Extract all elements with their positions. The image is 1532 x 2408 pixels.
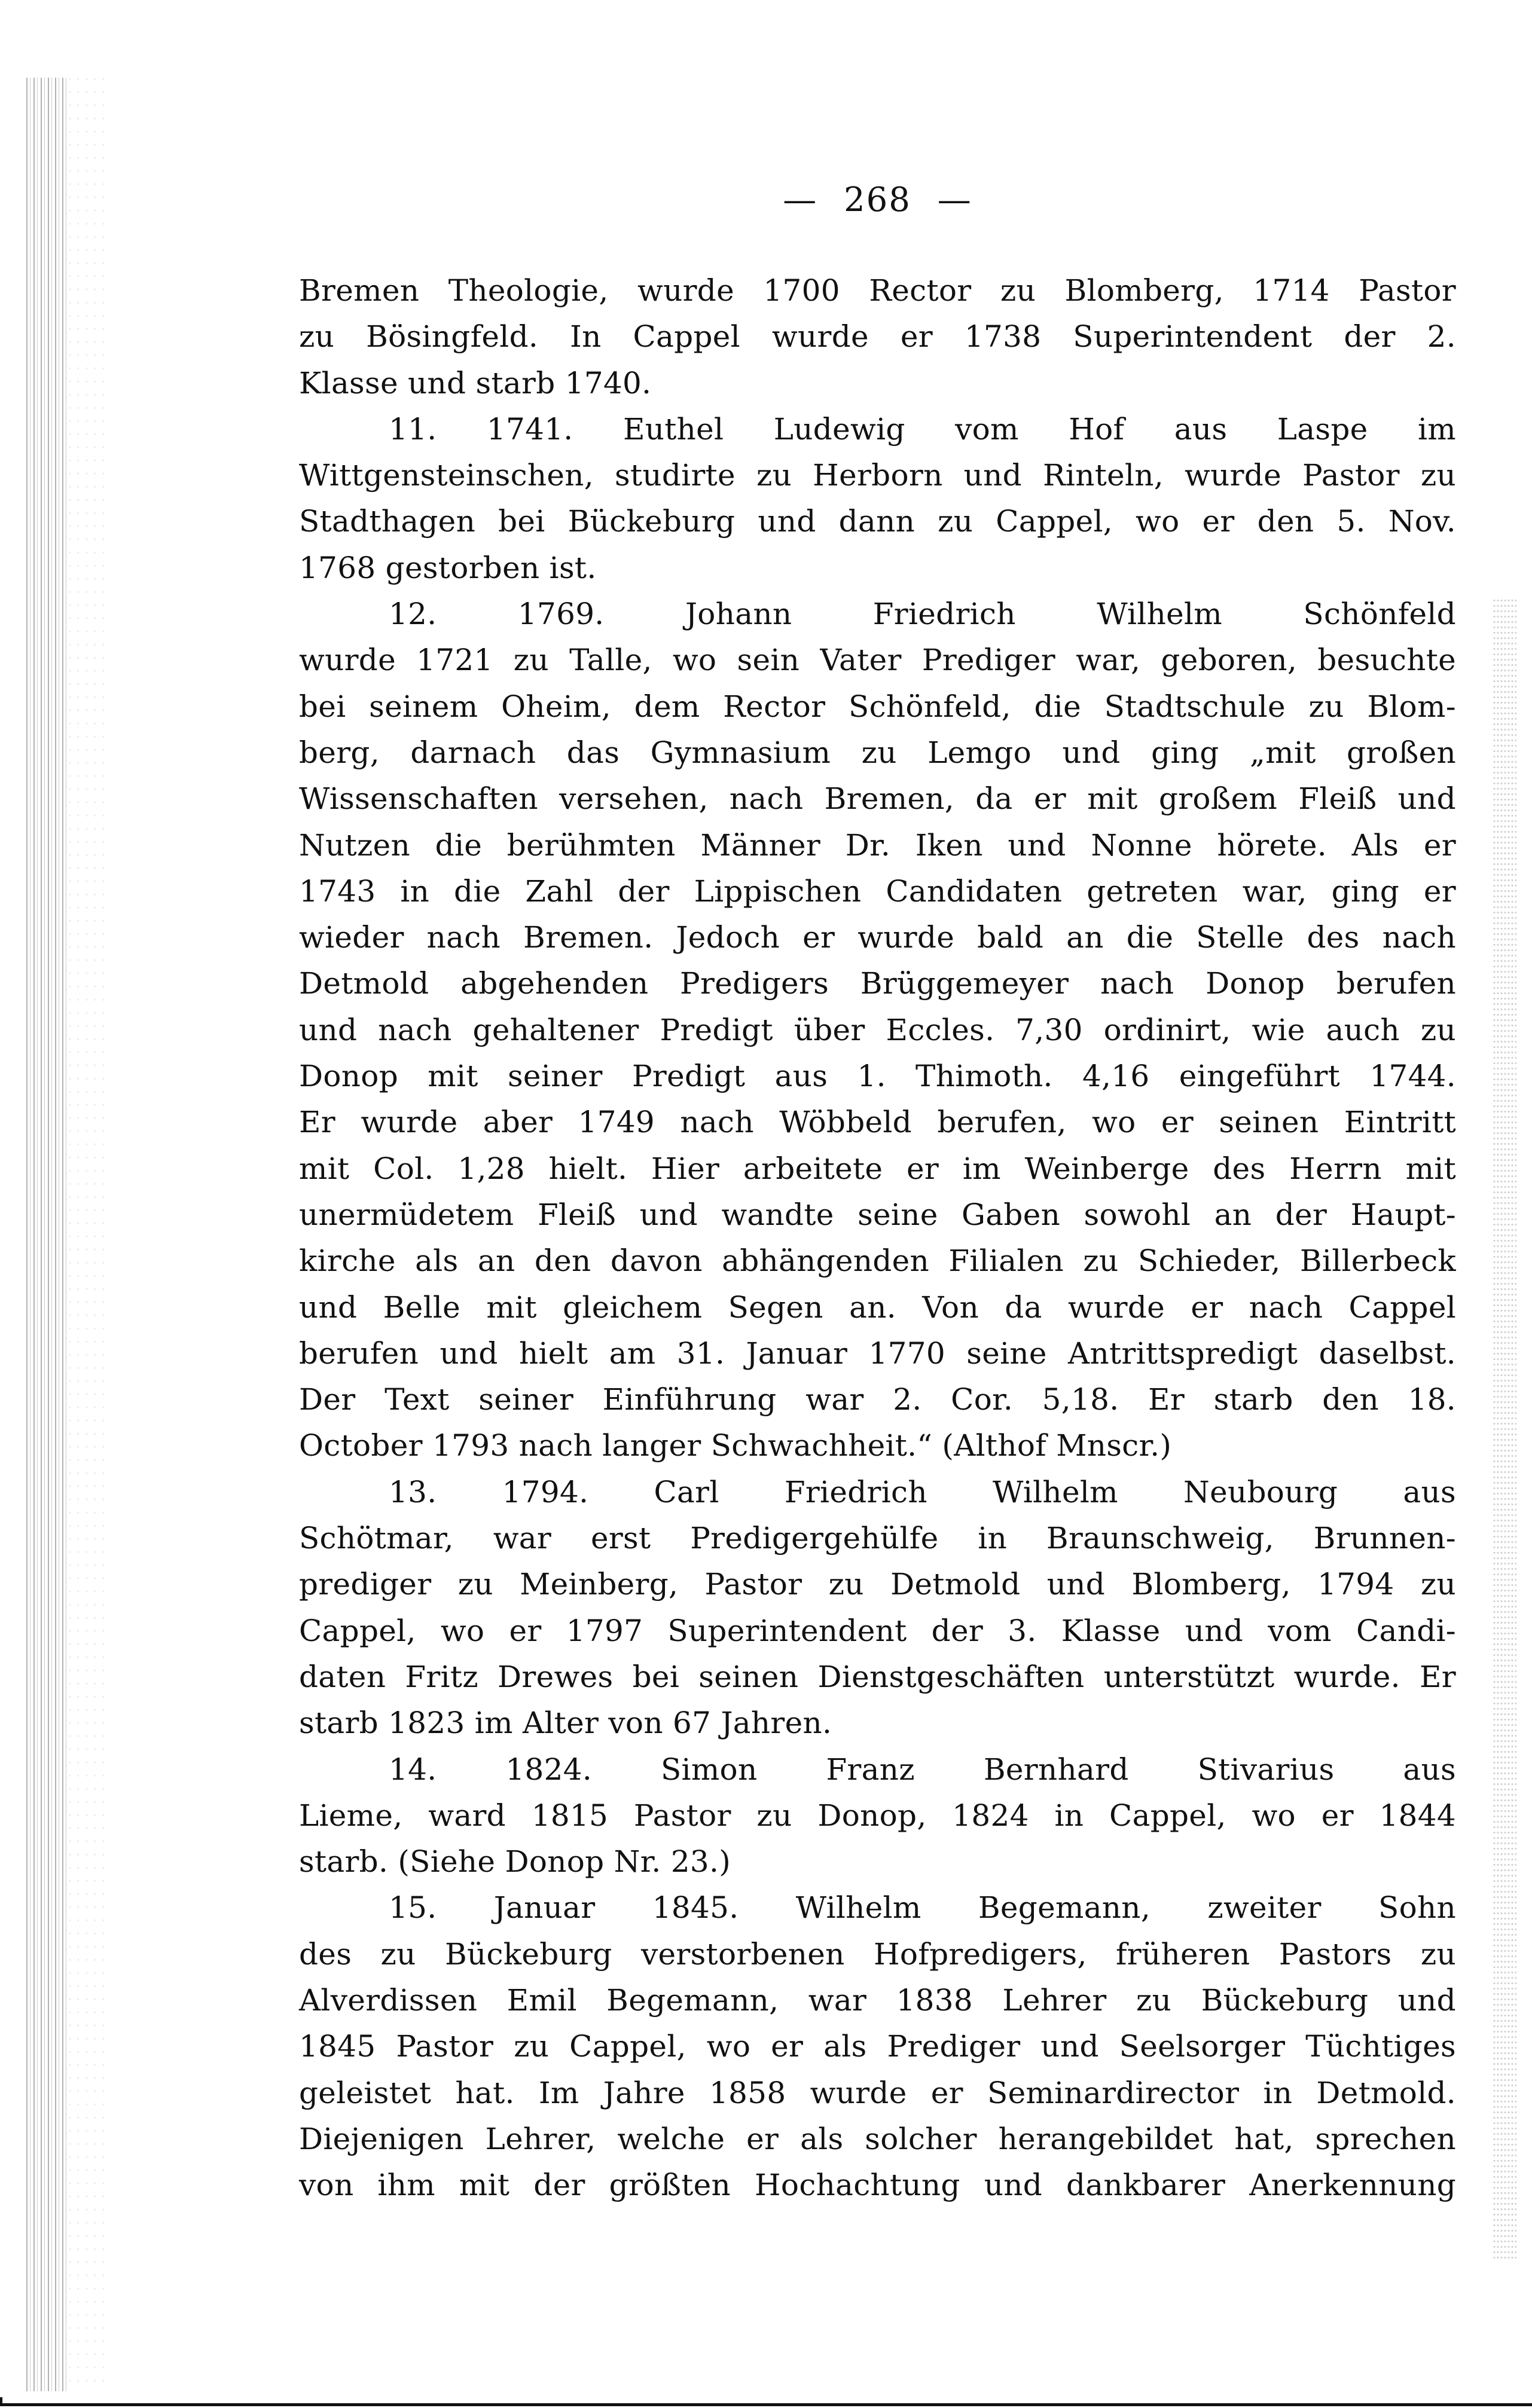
text-line: geleistet hat. Im Jahre 1858 wurde er Seminardirector in Detmold. bbox=[299, 2075, 1456, 2110]
text-line: Klasse und starb 1740. bbox=[299, 365, 652, 401]
text-line: Der Text seiner Einführung war 2. Cor. 5,18. Er starb den 18. bbox=[299, 1382, 1456, 1417]
text-line: 14. 1824. Simon Franz Bernhard Stivarius aus bbox=[389, 1752, 1456, 1787]
text-line: 11. 1741. Euthel Ludewig vom Hof aus Laspe im bbox=[389, 411, 1456, 447]
text-line: Wissenschaften versehen, nach Bremen, da er mit großem Fleiß und bbox=[299, 781, 1456, 817]
text-line: kirche als an den davon abhängenden Filialen zu Schieder, Billerbeck bbox=[299, 1243, 1456, 1279]
text-line: wieder nach Bremen. Jedoch er wurde bald an die Stelle des nach bbox=[299, 920, 1456, 955]
text-line: und Belle mit gleichem Segen an. Von da wurde er nach Cappel bbox=[299, 1289, 1456, 1325]
text-line: Nutzen die berühmten Männer Dr. Iken und Nonne hörete. Als er bbox=[299, 827, 1456, 863]
text-line: Alverdissen Emil Begemann, war 1838 Lehrer zu Bückeburg und bbox=[299, 1982, 1456, 2018]
text-line: mit Col. 1,28 hielt. Hier arbeitete er im Weinberge des Herrn mit bbox=[299, 1151, 1456, 1186]
text-line: Bremen Theologie, wurde 1700 Rector zu Blomberg, 1714 Pastor bbox=[299, 273, 1456, 308]
text-line: 15. Januar 1845. Wilhelm Begemann, zweiter Sohn bbox=[389, 1890, 1456, 1926]
page-number: 268 bbox=[844, 181, 911, 219]
page-number-header bbox=[299, 179, 1456, 221]
text-line: Donop mit seiner Predigt aus 1. Thimoth. 4,16 eingeführt 1744. bbox=[299, 1059, 1456, 1094]
text-line: prediger zu Meinberg, Pastor zu Detmold und Blomberg, 1794 zu bbox=[299, 1567, 1456, 1602]
text-line: 1845 Pastor zu Cappel, wo er als Prediger und Seelsorger Tüchtiges bbox=[299, 2029, 1456, 2064]
text-line: starb. (Siehe Donop Nr. 23.) bbox=[299, 1844, 731, 1880]
scan-binding-edge-left bbox=[26, 78, 68, 2391]
text-line: und nach gehaltener Predigt über Eccles. 7,30 ordinirt, wie auch zu bbox=[299, 1012, 1456, 1047]
text-line: des zu Bückeburg verstorbenen Hofpredigers, früheren Pastors zu bbox=[299, 1936, 1456, 1972]
text-line: wurde 1721 zu Talle, wo sein Vater Prediger war, geboren, besuchte bbox=[299, 643, 1456, 678]
text-line: Stadthagen bei Bückeburg und dann zu Cappel, wo er den 5. Nov. bbox=[299, 504, 1456, 539]
text-line: Cappel, wo er 1797 Superintendent der 3. Klasse und vom Candi- bbox=[299, 1613, 1456, 1648]
text-line: Er wurde aber 1749 nach Wöbbeld berufen, wo er seinen Eintritt bbox=[299, 1105, 1456, 1140]
text-line: Wittgensteinschen, studirte zu Herborn und Rinteln, wurde Pastor zu bbox=[299, 458, 1456, 493]
text-line: 13. 1794. Carl Friedrich Wilhelm Neubourg aus bbox=[389, 1474, 1456, 1509]
text-line: Schötmar, war erst Predigergehülfe in Braunschweig, Brunnen- bbox=[299, 1521, 1456, 1556]
text-line: Diejenigen Lehrer, welche er als solcher herangebildet hat, sprechen bbox=[299, 2121, 1456, 2156]
text-line: Detmold abgehenden Predigers Brüggemeyer nach Donop berufen bbox=[299, 966, 1456, 1001]
text-line: starb 1823 im Alter von 67 Jahren. bbox=[299, 1706, 832, 1741]
text-line: bei seinem Oheim, dem Rector Schönfeld, die Stadtschule zu Blom- bbox=[299, 689, 1456, 724]
text-line: berg, darnach das Gymnasium zu Lemgo und ging „mit großen bbox=[299, 735, 1456, 770]
text-line: October 1793 nach langer Schwachheit.“ (Althof Mnscr.) bbox=[299, 1428, 1172, 1463]
text-line: unermüdetem Fleiß und wandte seine Gaben sowohl an der Haupt- bbox=[299, 1197, 1456, 1232]
text-line: zu Bösingfeld. In Cappel wurde er 1738 Superintendent der 2. bbox=[299, 319, 1456, 355]
text-line: Lieme, ward 1815 Pastor zu Donop, 1824 in Cappel, wo er 1844 bbox=[299, 1798, 1456, 1833]
text-line: 1768 gestorben ist. bbox=[299, 550, 597, 585]
text-line: von ihm mit der größten Hochachtung und dankbarer Anerkennung bbox=[299, 2168, 1456, 2203]
text-line: 1743 in die Zahl der Lippischen Candidaten getreten war, ging er bbox=[299, 873, 1456, 909]
text-line: berufen und hielt am 31. Januar 1770 seine Antrittspredigt daselbst. bbox=[299, 1336, 1456, 1371]
scan-bottom-border bbox=[0, 2403, 1532, 2406]
body-text bbox=[299, 268, 1456, 2208]
text-line: 12. 1769. Johann Friedrich Wilhelm Schönfeld bbox=[389, 597, 1456, 632]
scan-noise-edge-right bbox=[1493, 598, 1516, 2260]
header-dash-left: — bbox=[783, 181, 818, 219]
text-line: daten Fritz Drewes bei seinen Dienstgeschäften unterstützt wurde. Er bbox=[299, 1659, 1456, 1694]
header-dash-right: — bbox=[937, 181, 972, 219]
